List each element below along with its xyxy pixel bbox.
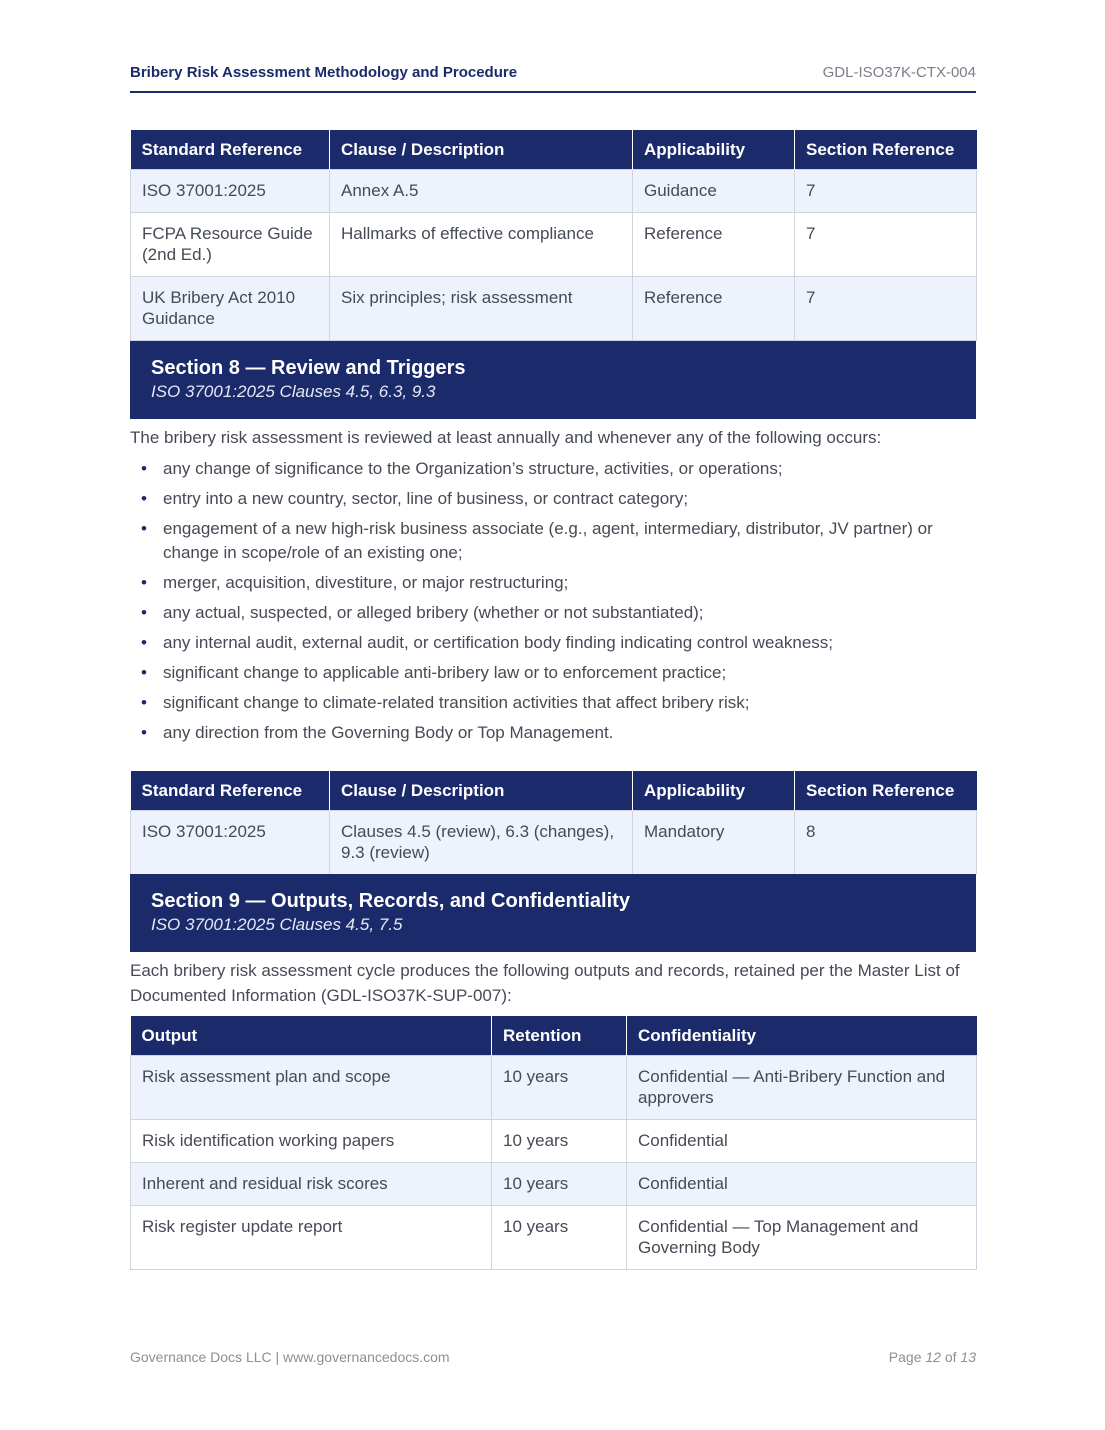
table-row xyxy=(131,1206,977,1270)
review-trigger-list xyxy=(130,457,976,751)
table-row xyxy=(131,1163,977,1206)
table-cell: ISO 37001:2025 xyxy=(131,811,330,875)
section-title: Section 9 — Outputs, Records, and Confidentiality xyxy=(151,890,630,912)
table-row xyxy=(131,1056,977,1120)
section-9-intro: Each bribery risk assessment cycle produces the following outputs and records, retained per the Master List of Documented Information (GDL-ISO37K-SUP-007): xyxy=(130,961,960,1005)
table-cell: Hallmarks of effective compliance xyxy=(330,213,633,277)
column-header: Section Reference xyxy=(795,771,977,811)
list-item: • significant change to climate-related transition activities that affect bribery risk; xyxy=(130,691,976,715)
page-total: 13 xyxy=(960,1349,976,1365)
table-row xyxy=(131,277,977,341)
list-item: • entry into a new country, sector, line of business, or contract category; xyxy=(130,487,976,511)
table-cell: Reference xyxy=(633,277,795,341)
table-cell: 10 years xyxy=(492,1056,627,1120)
section-subtitle: ISO 37001:2025 Clauses 4.5, 6.3, 9.3 xyxy=(151,382,436,401)
table-cell: Reference xyxy=(633,213,795,277)
section-9-banner xyxy=(130,874,976,952)
table-row xyxy=(131,1120,977,1163)
table-row xyxy=(131,811,977,875)
table-cell: Mandatory xyxy=(633,811,795,875)
page-label: Page xyxy=(888,1349,922,1365)
list-item: • significant change to applicable anti-bribery law or to enforcement practice; xyxy=(130,661,976,685)
column-header: Confidentiality xyxy=(627,1016,977,1056)
reference-table-section-8 xyxy=(130,771,977,875)
list-item: • any actual, suspected, or alleged bribery (whether or not substantiated); xyxy=(130,601,976,625)
column-header: Retention xyxy=(492,1016,627,1056)
table-row xyxy=(131,213,977,277)
section-title: Section 8 — Review and Triggers xyxy=(151,357,466,379)
page-of: of xyxy=(944,1349,957,1365)
table-cell: Risk assessment plan and scope xyxy=(131,1056,492,1120)
table-cell: Inherent and residual risk scores xyxy=(131,1163,492,1206)
table-cell: Clauses 4.5 (review), 6.3 (changes), 9.3 (review) xyxy=(330,811,633,875)
column-header: Applicability xyxy=(633,130,795,170)
column-header: Output xyxy=(131,1016,492,1056)
list-item: • any internal audit, external audit, or certification body finding indicating control weakness; xyxy=(130,631,976,655)
column-header: Applicability xyxy=(633,771,795,811)
table-cell: 8 xyxy=(795,811,977,875)
page-footer xyxy=(130,1349,976,1365)
table-cell: Confidential xyxy=(627,1163,977,1206)
reference-table-section-7 xyxy=(130,130,977,341)
table-cell: 7 xyxy=(795,277,977,341)
document-id: GDL-ISO37K-CTX-004 xyxy=(822,64,976,81)
table-cell: Annex A.5 xyxy=(330,170,633,213)
section-subtitle: ISO 37001:2025 Clauses 4.5, 7.5 xyxy=(151,915,403,934)
table-cell: UK Bribery Act 2010 Guidance xyxy=(131,277,330,341)
list-item: • any change of significance to the Organization’s structure, activities, or operations; xyxy=(130,457,976,481)
table-cell: Confidential xyxy=(627,1120,977,1163)
list-item: • merger, acquisition, divestiture, or major restructuring; xyxy=(130,571,976,595)
table-cell: Guidance xyxy=(633,170,795,213)
table-cell: 10 years xyxy=(492,1120,627,1163)
column-header: Clause / Description xyxy=(330,130,633,170)
section-8-banner xyxy=(130,341,976,419)
column-header: Standard Reference xyxy=(131,130,330,170)
table-cell: 10 years xyxy=(492,1206,627,1270)
table-cell: Confidential — Anti-Bribery Function and approvers xyxy=(627,1056,977,1120)
list-item: • any direction from the Governing Body or Top Management. xyxy=(130,721,976,745)
outputs-table xyxy=(130,1016,977,1270)
table-cell: Risk register update report xyxy=(131,1206,492,1270)
column-header: Standard Reference xyxy=(131,771,330,811)
table-cell: 7 xyxy=(795,170,977,213)
table-cell: ISO 37001:2025 xyxy=(131,170,330,213)
table-header-row xyxy=(131,771,977,811)
table-cell: 7 xyxy=(795,213,977,277)
table-header-row xyxy=(131,130,977,170)
table-cell: FCPA Resource Guide (2nd Ed.) xyxy=(131,213,330,277)
list-item: • engagement of a new high-risk business associate (e.g., agent, intermediary, distributor, JV partner) or change in scope/role of an existing one; xyxy=(130,517,976,565)
section-8-intro: The bribery risk assessment is reviewed at least annually and whenever any of the following occurs: xyxy=(130,428,882,447)
table-cell: Risk identification working papers xyxy=(131,1120,492,1163)
table-cell: Six principles; risk assessment xyxy=(330,277,633,341)
page-number xyxy=(889,1349,976,1365)
document-title: Bribery Risk Assessment Methodology and Procedure xyxy=(130,64,518,81)
table-row xyxy=(131,170,977,213)
table-header-row xyxy=(131,1016,977,1056)
footer-company: Governance Docs LLC | www.governancedocs.com xyxy=(130,1349,450,1365)
running-header xyxy=(130,64,976,93)
column-header: Section Reference xyxy=(795,130,977,170)
page-current: 12 xyxy=(925,1349,941,1365)
column-header: Clause / Description xyxy=(330,771,633,811)
table-cell: Confidential — Top Management and Governing Body xyxy=(627,1206,977,1270)
table-cell: 10 years xyxy=(492,1163,627,1206)
